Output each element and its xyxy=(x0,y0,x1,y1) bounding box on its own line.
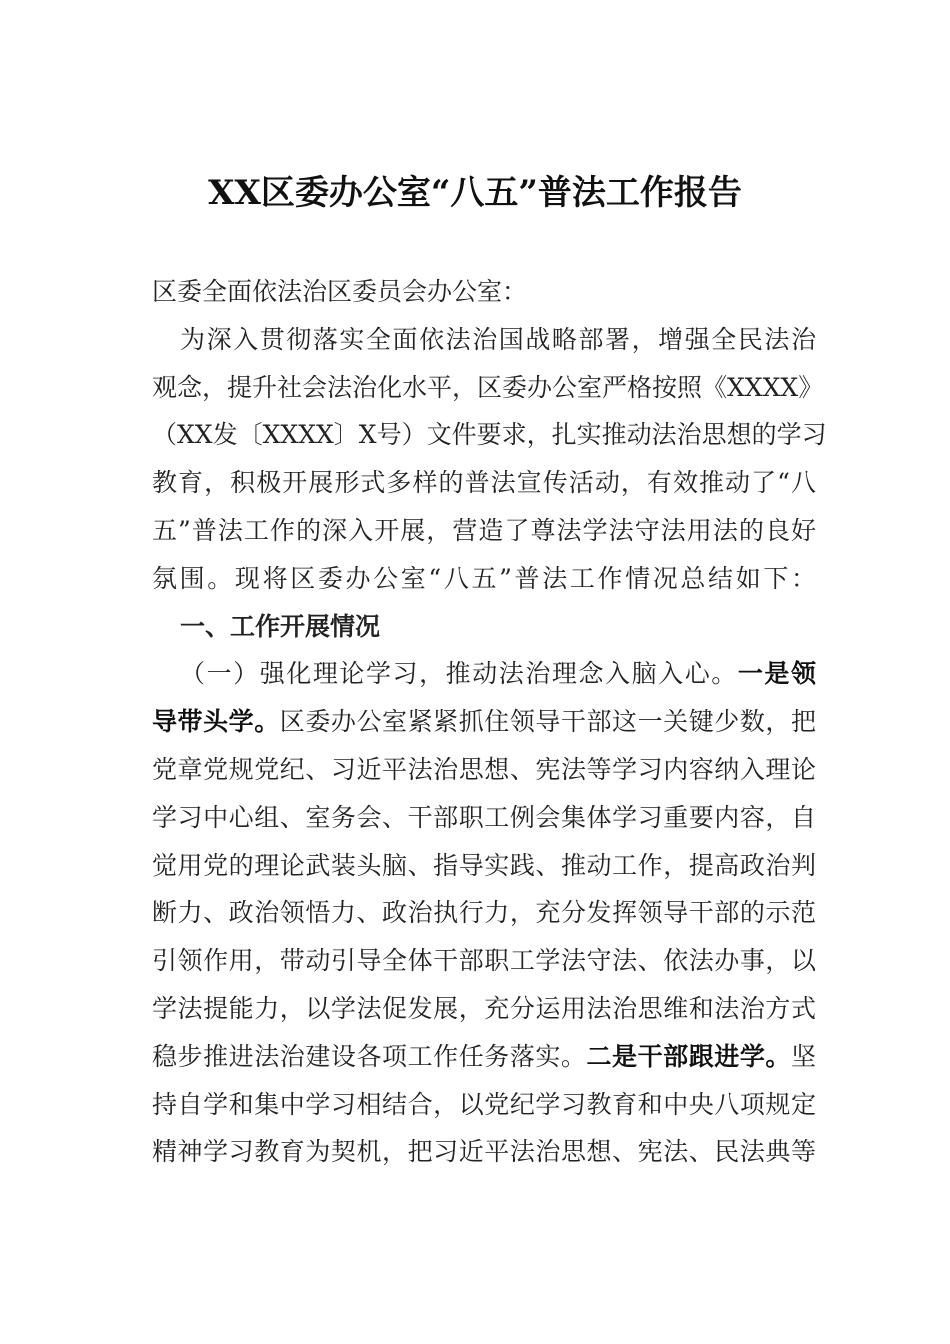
section-line: 引领作用，带动引导全体干部职工学法守法、依法办事，以 xyxy=(152,946,816,976)
bold-point: 一是领 xyxy=(737,659,816,689)
section-line: 觉用党的理论武装头脑、指导实践、推动工作，提高政治判 xyxy=(152,850,816,880)
section-heading: 一、工作开展情况 xyxy=(180,611,381,641)
section-line: 学习中心组、室务会、干部职工例会集体学习重要内容，自 xyxy=(152,802,816,832)
section-line xyxy=(152,650,816,698)
section-line: 学法提能力，以学法促发展，充分运用法治思维和法治方式 xyxy=(152,993,816,1023)
section-text: 坚 xyxy=(790,1041,816,1071)
document-body xyxy=(152,268,827,1176)
intro-line: 教育，积极开展形式多样的普法宣传活动，有效推动了“八 xyxy=(152,468,816,498)
salutation: 区委全面依法治区委员会办公室： xyxy=(152,277,528,306)
intro-line: 为深入贯彻落实全面依法治国战略部署，增强全民法治 xyxy=(180,324,816,354)
document-title: XX区委办公室“八五”普法工作报告 xyxy=(208,173,742,213)
section-line: 持自学和集中学习相结合，以党纪学习教育和中央八项规定 xyxy=(152,1089,816,1119)
section-line xyxy=(152,1033,816,1081)
section-text: 稳步推进法治建设各项工作任务落实。 xyxy=(152,1041,587,1071)
section-line xyxy=(152,698,816,746)
intro-line: （XX发〔XXXX〕X号）文件要求，扎实推动法治思想的学习 xyxy=(152,420,827,450)
bold-point: 导带头学。 xyxy=(152,707,280,737)
section-line: 断力、政治领悟力、政治执行力，充分发挥领导干部的示范 xyxy=(152,898,816,928)
subsection-heading: （一）强化理论学习，推动法治理念入脑入心。 xyxy=(180,659,738,689)
intro-line: 观念，提升社会法治化水平，区委办公室严格按照《XXXX》 xyxy=(152,372,824,402)
section-text: 区委办公室紧紧抓住领导干部这一关键少数，把 xyxy=(279,707,816,737)
intro-line: 氛围。现将区委办公室“八五”普法工作情况总结如下： xyxy=(152,563,816,593)
section-line: 精神学习教育为契机，把习近平法治思想、宪法、民法典等 xyxy=(152,1137,816,1167)
bold-point: 二是干部跟进学。 xyxy=(586,1041,791,1071)
section-line: 党章党规党纪、习近平法治思想、宪法等学习内容纳入理论 xyxy=(152,754,816,784)
intro-line: 五”普法工作的深入开展，营造了尊法学法守法用法的良好 xyxy=(152,515,816,545)
